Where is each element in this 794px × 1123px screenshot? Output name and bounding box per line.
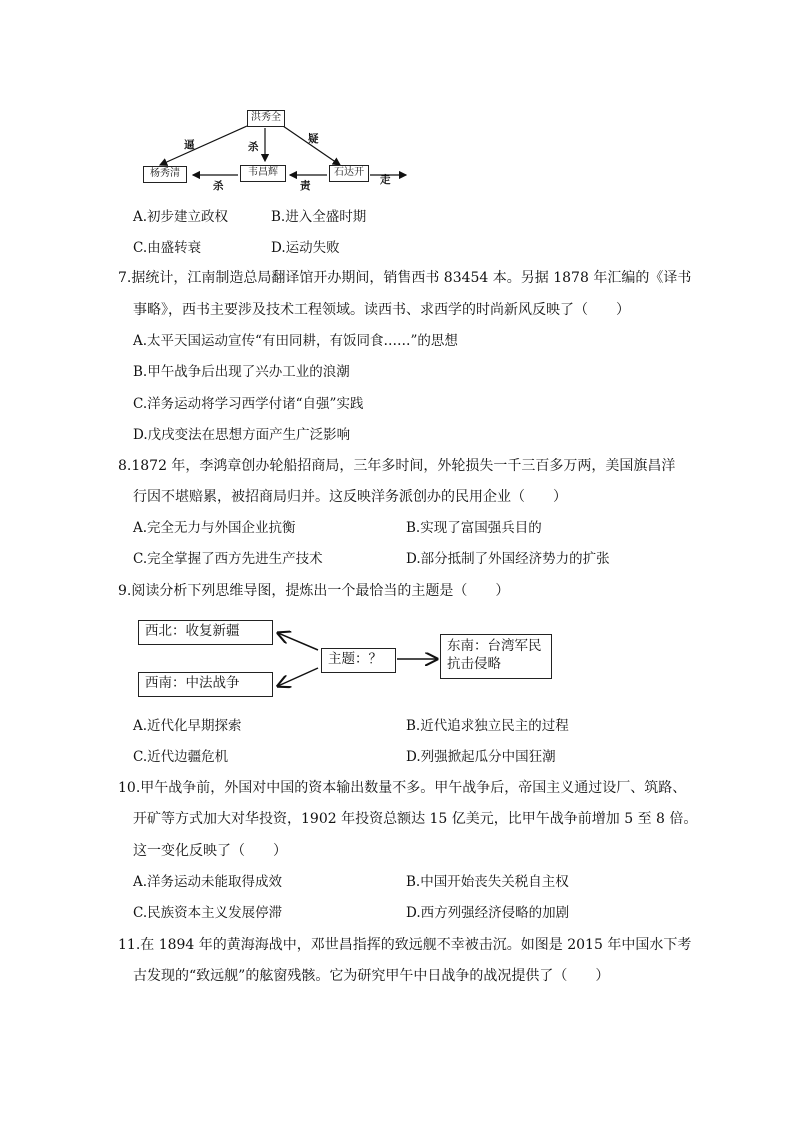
edge-label-sha-hong-wei: 杀: [248, 141, 259, 153]
q7-option-c[interactable]: C.洋务运动将学习西学付诸“自强”实践: [133, 396, 364, 412]
edge-label-bi: 逼: [184, 139, 195, 151]
q6-option-b[interactable]: B.进入全盛时期: [271, 209, 367, 225]
q8-stem-line1: 8.1872 年，李鸿章创办轮船招商局，三年多时间，外轮损失一千三百多万两，美国旗昌洋: [118, 458, 676, 474]
q9-option-c[interactable]: C.近代边疆危机: [133, 749, 229, 765]
q7-option-a[interactable]: A.太平天国运动宣传“有田同耕，有饭同食……”的思想: [133, 333, 458, 349]
q10-option-a[interactable]: A.洋务运动未能取得成效: [133, 874, 283, 890]
edge-label-yi: 疑: [308, 133, 319, 145]
q10-stem-line3: 这一变化反映了（ ）: [133, 843, 287, 859]
q8-option-a[interactable]: A.完全无力与外国企业抗衡: [133, 520, 296, 536]
edge-label-ze: 责: [300, 180, 311, 192]
q9-option-b[interactable]: B.近代追求独立民主的过程: [406, 718, 569, 734]
node-hong-xiuquan: 洪秀全: [247, 110, 285, 127]
q8-option-c[interactable]: C.完全掌握了西方先进生产技术: [133, 551, 323, 567]
q10-stem-line1: 10.甲午战争前，外国对中国的资本输出数量不多。甲午战争后，帝国主义通过设厂、筑路、: [118, 780, 687, 796]
node-shi-dakai: 石达开: [329, 165, 369, 182]
mind-map-center-box: 主题：？: [321, 648, 396, 673]
q9-option-d[interactable]: D.列强掀起瓜分中国狂潮: [406, 749, 556, 765]
mind-map-se-line2: 抗击侵略: [447, 656, 501, 672]
q6-option-c[interactable]: C.由盛转衰: [133, 240, 202, 256]
edge-label-sha-wei-yang: 杀: [213, 180, 224, 192]
mind-map-nw-box: 西北：收复新疆: [138, 620, 273, 645]
q8-stem-line2: 行因不堪赔累，被招商局归并。这反映洋务派创办的民用企业（ ）: [133, 489, 567, 505]
mind-map-se-box: [440, 634, 552, 679]
q10-option-c[interactable]: C.民族资本主义发展停滞: [133, 905, 283, 921]
node-yang-xiuqing: 杨秀清: [143, 166, 187, 183]
q10-option-b[interactable]: B.中国开始丧失关税自主权: [406, 874, 569, 890]
q10-stem-line2: 开矿等方式加大对华投资，1902 年投资总额达 15 亿美元，比甲午战争前增加 5 至 8 倍。: [133, 811, 698, 827]
mind-map-se-line1: 东南：台湾军民: [447, 638, 542, 654]
q11-stem-line1: 11.在 1894 年的黄海海战中，邓世昌指挥的致远舰不幸被击沉。如图是 2015 年中国水下考: [118, 937, 692, 953]
mind-map-sw-box: 西南：中法战争: [138, 672, 273, 697]
q7-stem-line1: 7.据统计，江南制造总局翻译馆开办期间，销售西书 83454 本。另据 1878 年汇编的《译书: [118, 270, 692, 286]
q9-option-a[interactable]: A.近代化早期探索: [133, 718, 242, 734]
q6-option-d[interactable]: D.运动失败: [271, 240, 340, 256]
q10-option-d[interactable]: D.西方列强经济侵略的加剧: [406, 905, 570, 921]
q9-stem-line1: 9.阅读分析下列思维导图，提炼出一个最恰当的主题是（ ）: [118, 583, 510, 599]
q6-option-a[interactable]: A.初步建立政权: [133, 209, 229, 225]
q8-option-d[interactable]: D.部分抵制了外国经济势力的扩张: [406, 551, 610, 567]
q7-option-b[interactable]: B.甲午战争后出现了兴办工业的浪潮: [133, 364, 350, 380]
node-wei-changhui: 韦昌辉: [240, 165, 286, 182]
q8-option-b[interactable]: B.实现了富国强兵目的: [406, 520, 542, 536]
q7-option-d[interactable]: D.戊戌变法在思想方面产生广泛影响: [133, 427, 351, 443]
q11-stem-line2: 古发现的“致远舰”的舷窗残骸。它为研究甲午中日战争的战况提供了（ ）: [133, 968, 610, 984]
edge-label-zou: 走: [380, 174, 391, 186]
q7-stem-line2: 事略》，西书主要涉及技术工程领域。读西书、求西学的时尚新风反映了（ ）: [133, 302, 630, 318]
